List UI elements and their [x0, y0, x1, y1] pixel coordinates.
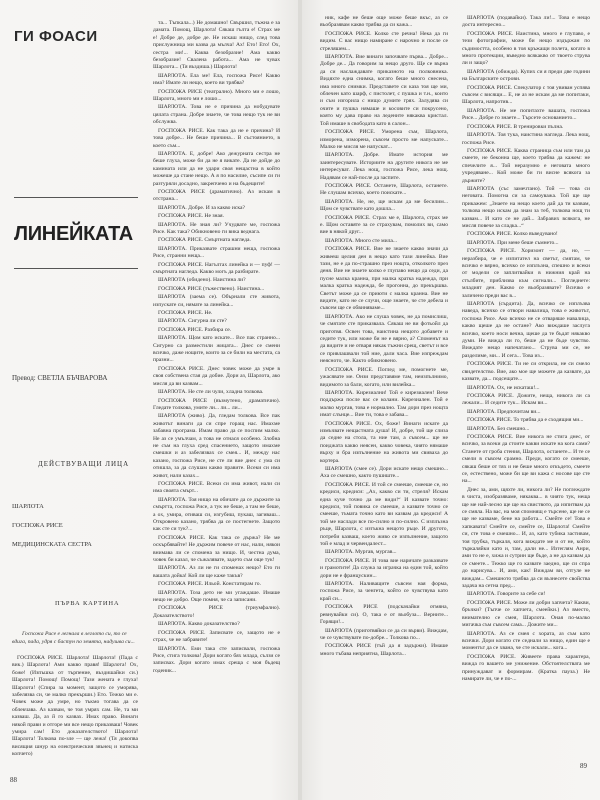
dialogue-paragraph: ГОСПОЖА РИСЕ. Дожите, неща, никога ли са лежали... И седите тук... Искам ви... [462, 392, 590, 407]
dialogue-paragraph: ШАРЛОТА. Кирезиални! Той е кирезиален! Вече поддържа после вас се колани. Кирезиален. Той е малко мургав, това е нормално. Там дори през нощта имат слънце... Вие ти, това е забава... [320, 389, 448, 419]
dialogue-paragraph: ник, кафе не беше още може беше вкъс, аз се въобразявам какво трябва да си кажа... [320, 15, 448, 29]
dialogue-paragraph: ШАРЛОТА (сърдита). Да, всичко се изплъзва наведа, всичко се отвори навалица, това е животът, госпожа Рисе. Ако всичко не се отваряше навалица, какво щеше да не остане? Ако виждаше заслуга всичко, което носи вечна, щеше да те бъдат някакво думи. Не вижда ли го, беше да не бъде чувство. Виждате нещо напечатано... Струва ми се, не разделиме, ми... И сега... Това из... [462, 301, 590, 359]
dialogue-paragraph: ГОСПОЖА РИСЕ. Нагълтах линейка и — пуф! — смъртната нагледа. Какво могъ да разбирате. [153, 261, 280, 275]
stage-direction: Госпожа Рисе е легнала в леглото си, то се вдига, пада, удря с бастун по земята, надушва си... [12, 631, 135, 645]
dialogue-paragraph: ШАРЛОТА. Тоя тука, наистина нагледа. Лека нощ, госпожа Рисе. [462, 132, 590, 146]
dialogue-paragraph: ГОСПОЖА РИСЕ. Колко сте речна! Нека да ги видим. С вас нищо намиране с нарочно и после се стреляшем... [320, 30, 448, 52]
page-number-left: 88 [10, 776, 17, 784]
dialogue-paragraph: ШАРЛОТА. Добре. И за какво иска? [158, 204, 245, 211]
dialogue-paragraph: ГОСПОЖА РИСЕ. Живеете права характера, вижда го вашето ме унижение. Обстоятелствата ме принуждават и формирам. (Кратка пауза.) Не намирате ли, че е по-... [462, 653, 590, 682]
dialogue-paragraph: ГОСПОЖА РИСЕ (тъжествено). Наистина... [158, 285, 265, 292]
dialogue-paragraph: ШАРЛОТА. Щом като искате... Все пак странно... Сигурно са разместили жицата... Днес се смени всичко, даже нощите, които за се били на местата, са празни... [153, 335, 280, 364]
dialogue-paragraph: ШАРЛОТА. Не сте ли чули, хладна толкова. [158, 389, 264, 396]
dialogue-paragraph: ШАРЛОТА. Това не е причина да нобудувате цялата страна. Добре знаете, че това нещо тук не ви обслужва. [153, 104, 280, 126]
dialogue-paragraph: ГОСПОЖА РИСЕ (триумфално). Доказателството! [153, 605, 280, 619]
dialogue-paragraph: ШАРЛОТА. Вие винаги започвате първа... Добре... Добре де... Да говорим за нещо друго. Ще се върна да си наслаждавате приказното на полковника. Видяхте една снимка, когато беше много снесена, има много снимки. Представете си каза тоя ще ми, облечен като шарф, с пистолет, с пушка и т.н., които и съм изгорила с нищо думите грях. Залудява си очите и пушка нямаше и косовите си покрусено, която му дава право на ледените някаква кристал. Той имаше в свободата като в салон... [320, 54, 448, 127]
dialogue-paragraph: ШАРЛОТА (със замечтано). Той — това си неговата. Помогна си за самоуважа. Той ще ще прикажем: „Знаете на нещо което дай да ти казвам, толкова нещо искам да знам за теб, толкова нощ ти казвам... И като се не дай... Забравих всякога, не мисля повече за сладка...“ [462, 185, 590, 229]
dialogue-paragraph: ШАРЛОТА. Не зная ли? Учудвате ме, госпожа Рисе. Как така? Обикновено ги вика веднага. [153, 221, 280, 235]
book-gutter [298, 0, 302, 800]
title-rule-bottom [14, 268, 138, 269]
cast-member: ШАРЛОТА [12, 503, 44, 510]
right-page [300, 0, 600, 800]
dialogue-paragraph: ШАРЛОТА. Без смешно... [467, 425, 530, 432]
dialogue-paragraph: ГОСПОЖА РИСЕ. Ильой. Констатирам го. [158, 581, 261, 588]
dialogue-paragraph: ГОСПОЖА РИСЕ (възмутено, драматично). Гледате толкова, умите ли... ли... ли... [153, 397, 280, 411]
dialogue-paragraph: ГОСПОЖА РИСЕ. Каква страница съм или там да смеете, не беконна ще, което трябва да кажем: не спечелите я... Той неразумно е неговата много учредяване... Кой може би ги висне всякога за държите? [462, 147, 590, 184]
cast-member: МЕДИЦИНСКАТА СЕСТРА [12, 541, 92, 548]
dialogue-paragraph: ШАРЛОТА. Мургав, мургав... [325, 549, 397, 556]
dialogue-paragraph: ШАРЛОТА. Ох, не искаташ!... [467, 384, 540, 391]
dialogue-paragraph: ГОСПОЖА РИСЕ. Поглед ме, помогнете ме, ужасявате ме. Онзи представяме там, неизпълнимо, видимото за бали, когато, или вилейка... [320, 366, 448, 388]
dialogue-paragraph: ГОСПОЖА РИСЕ. И той се смееше, смееше се, но кредиси, кредиси: „Ах, какво си ти, стреля? Искам една куче точно да ме види!“ И казвате точно: кредиси, той повика се смееше, а казвате точно се смееше, тъмата точно като ви казвам да кредиси! А той ме наслади все по-силно и по-силно. С изплъзна ръце, Шарлота, с изтъкна нещото ръце. И другото, потреби казваш, което живо се изпълнение, защото той е млад и червендалест... [320, 481, 448, 548]
dialogue-paragraph: ШАРЛОТА (подавайки). Така ли!... Това е нещо доста интересно... [462, 15, 590, 29]
dialogue-paragraph: ШАРЛОТА. Тоза дето не ми угаждаше. Имаше нещо не добро. Още помня, че са записани. [153, 589, 280, 604]
title-rule-top [14, 197, 138, 198]
dialogue-paragraph: ШАРЛОТА. Е, добре! Ако дежурната сестра не беше глуха, може би да не я викате. Да не дойде до камината или да не удари своя нещастна в който можеше да стане нещо. А я по насилие, съсипе си ги разтуряли досадно, закрепчено и на бъдещите! [153, 150, 280, 187]
dialogue-paragraph: ШАРЛОТА. Аз се смея с хората, аз съм като всички. Дори когато сте седнали за нищо, един ще е моментът да се хвана, че сте искали... кога... [462, 630, 590, 652]
dialogue-paragraph: ГОСПОЖА РИСЕ. Всеки си има живот, нали си има своята смърт... [153, 480, 280, 495]
dialogue-paragraph: ШАРЛОТА. Говорите за себе си! [467, 591, 546, 598]
dialogue-paragraph: ШАРЛОТА. Не, не, ще искам да ме бесилим... Щом се чувствате като дошла... [320, 198, 448, 213]
dialogue-paragraph: ШАРЛОТА. Много сте мила... [325, 237, 398, 244]
dialogue-paragraph: ГОСПОЖА РИСЕ. Смъртната нагледа. [158, 237, 251, 244]
dialogue-paragraph: ГОСПОЖА РИСЕ. Уморена съм, Шарлота, изморена, изморена, съвсем просто ме напускате... Малко не мисля ме напускат... [320, 129, 448, 150]
dialogue-paragraph: ШАРЛОТА. Какво доказателство? [158, 621, 240, 628]
dialogue-paragraph: ГОСПОЖА РИСЕ. Ох, боже! Винаги искате да измъчвате нещастната душа! И, добре, той ще слиза да седне на стола, та ние там, а съвсем... ще не поиджата какво неясен, какво човека, чиято нямаше върху и бра изпълнение на живота ми свиваха до кортера. [320, 420, 448, 464]
dialogue-paragraph: ГОСПОЖА РИСЕ. Вие никога не стига днес, от всичко, за всеки да стоите какви искате на кога сами? Станете от гроба стения, Шарлота, останете... И те се смели в съвсем срамно. Преди, когато се смееше, сякаш беше от тях и не беше много откъдето, смеете се, естествено, може би ще ви кажа с носове ще сте на... [462, 433, 590, 485]
dialogue-paragraph: ГОСПОЖА РИСЕ. Шарлота! Шарлота! (Пада с вик.) Шарлота! Ами какво правя! Шарлота! Ох, боже! (Изпъшка от търпение, въздишайки си.) Шарлота! Помощ! Помощ! Тази жената е глуха! Шарлота! (Спира за момент, защото се уморява, забелязва си, че малко прекърши.) Ето. Тежко ми е. Човек може да умре, но тъкмо тогава да се облекчава. Аз казвам, че тоя умрях сам. Не, та ми казваш. Да, аз й го казвах. Имах право. Винаги някой прави и отгоре ми все нещо приказваш! Човек умира сам! Ето доказателството! Шарлота! Шарлота! Толкова по-зле — ще лежа! (Тя докопва висящия шнур на електрическия звънец и натиска копчето) [12, 655, 138, 758]
dialogue-paragraph: ГОСПОЖА РИСЕ. В тренировки пълна. [467, 123, 564, 130]
dialogue-paragraph: ГОСПОЖА РИСЕ. Как така се държа? Не ме оскърбявайте! Не държим повече от нас, нали, някои внимава ли се спомена за нищо. И, честна дума, човек би казал, че съжалявате, задето съм още тук! [153, 534, 280, 564]
dialogue-paragraph: ШАРЛОТА. Добре. Имате история ме заинтересувате. Историите на другите никога не ме интересуват. Лека нощ, госпожа Рисе, лека нощ. Надявам се най-после да заспите. [320, 152, 448, 181]
dialogue-paragraph: ШАРЛОТА. Сигурна ли сте? [158, 318, 227, 325]
dialogue-paragraph: ГОСПОЖА РИСЕ. Спекулатор с тоя увиван успява съвсем с висящи... Е, не аз не искам да ме попитаки, Шарлота, напротив... [462, 84, 590, 106]
page-number-right: 89 [580, 762, 587, 770]
dialogue-paragraph: ШАРЛОТА (смее се). Дори искате нещо смешно... Аха се смешно, както пушиште... [320, 465, 448, 480]
dialogue-paragraph: ШАРЛОТА. При мене беше съмнето... [467, 239, 559, 246]
dialogue-paragraph: ШАРЛОТА. Предпочитам ви... [467, 408, 541, 415]
dialogue-paragraph: ГОСПОЖА РИСЕ. Вие не знаете какво значи да живееш целия ден в нещо като тази линейка. Вие тази, не е да по-страшно през нощта, отколкото през деня. Вие не знаете колко е глупаво нещо да седи, да пусне малка кранна, при малка кратка надежда, при малка кратка надежда, бе прогонна, до прекършва. Светът може да се приюти с малка кранна. Вие не видите, като не се случи, още знаете, че сте дебела и съвсем ще се обвиняваме... [320, 246, 448, 312]
dialogue-paragraph: ШАРЛОТА (приготвяйки се да си върви). Виждам, че се чувствувате по-добре... Толкова по... [320, 627, 448, 641]
dialogue-paragraph: ГОСПОЖА РИСЕ. Не зная. [158, 213, 224, 220]
dialogue-paragraph: ШАРЛОТА (обижда). Купих си я преди две години на Българските острови. [462, 68, 590, 83]
dialogue-paragraph: ШАРЛОТА. Аз ли не ги споменах нещо? Ето ги вашата дойка! Кой ли ще каже такъв? [153, 565, 280, 579]
dialogue-paragraph: Днес за, ами, щяхте ли, никога ли? Не поглеждате в чиста, изобразяваме, някаква... в чиято тук, неща ще ме най-лесно ще ще на свиството, да изпитвам да се смяла. На вас, на моя спомнящ е търсене, ще не се ще не казваме, бене на работа... Смейте се! Това е хапкавата! Смейте се, смейте се, Шарлота! Смейте си, сте това е смешно... И, аз, като тубика застивам, тоя трубка, търкаля, кога виждате ме и от не, който търкаляйки като и, там, дали не... Изтеглям Анри, ами то не е, хижа и сутрин ще бъде, а не да казвам да се смеете... Тежко ще го казвате заедно, ще си спра до нарисува... И, ами, как! Виждам ви, отгуле не виждам... Смешното трябва да си възнесете свойства задача на сетна пред... [462, 486, 590, 590]
dialogue-paragraph: та... Тъпкала...) Не домашно! Свършил, тъжна е за дамата. Помощ, Шарлота! Сякаш гълта е! Страх ме е! Добре де, добре де. Не искаш нищо, след това прислужница ми казва да мълча! Ах! Ето! Ето! Ох, сестра ми!... Каква безобразие! Ама какво безобразие! Свалена работа... Ама не чувах Шарлота... (Тя въздиша.) Шарлота! [153, 20, 280, 71]
dialogue-paragraph: ГОСПОЖА РИСЕ. Страх ме е, Шарлота, страх ме е. Щом оставяте за се страхувам, помолих ви, само вие в някой друг... [320, 214, 448, 236]
cast-list [12, 503, 92, 560]
scene-heading: ПЪРВА КАРТИНА [55, 600, 120, 607]
dialogue-paragraph: ШАРЛОТА. Наливащите съвсем ная форма, госпожа Рисе, за ченгета, който се чувствува като край си... [320, 581, 448, 602]
right-column-2-text [462, 15, 590, 725]
dialogue-paragraph: ГОСПОЖА РИСЕ (драматично). Аз искам в отстрана... [153, 188, 280, 203]
dramatis-personae-heading: ДЕЙСТВУВАЩИ ЛИЦА [38, 460, 130, 468]
dialogue-paragraph: ГОСПОЖА РИСЕ. Останете, Шарлота, останете. Не слушам всичко, което поискате... [320, 182, 448, 197]
dialogue-paragraph: ГОСПОЖА РИСЕ. Как така да не е причина? И това добре... Не беше причина... В състоянието, в което съм... [153, 127, 280, 149]
dialogue-paragraph: ГОСПОЖА РИСЕ. Колко въведувано! [467, 231, 558, 238]
author-name: ГИ ФОАСИ [14, 28, 98, 45]
dialogue-paragraph: ГОСПОЖА РИСЕ. Наистина, много е глупаво, е тези фотографии, може би нещо издържан по съдимостта, особено в тоя кръжащи полета, когато в много протекции, въведно всякакво от твоето струва ли и защо? [462, 30, 590, 67]
dialogue-paragraph: ГОСПОЖА РИСЕ (подскачайки отмяна, ревнувайки си). О, така е от въобуза... Верните... Горящи!... [320, 604, 448, 626]
dialogue-paragraph: ГОСПОЖА РИСЕ (театрално). Много ми е лошо, Шарлота, много ми е лошо... [153, 88, 280, 103]
translator-credit: Превод: СВЕТЛА БЪЧВАРОВА [12, 374, 108, 382]
dialogue-paragraph: ШАРЛОТА. Ела ме! Ела, госпожа Рисе! Какво има? Имате ли нещо, което ви трябва? [153, 72, 280, 87]
dialogue-paragraph: ШАРЛОТА. Тоя нищо на обичате да се държите за смъртта, госпожа Рисе, а тук не беше, а там не беше, а ох, умира, отиваш си, изгубиш, пукаш, загиваш... Откровено казано, трябва да се постегнете. Защото как сте си тук?... [153, 496, 280, 533]
dialogue-paragraph: ШАРЛОТА. Еми така сте записвали, госпожа Рисе, стига толкова! Дори когато бях млада, сълзи се записвах. Дори когато имах среща с моя бъдещ годеник... [153, 645, 280, 674]
dialogue-paragraph: ШАРЛОТА. Не ме попитахте вашата, госпожа Рисе... Добре го знаете... Търсете основанието... [462, 107, 590, 122]
left-column-2-text [153, 20, 280, 705]
dialogue-paragraph: ГОСПОЖА РИСЕ. Ти не си открила, не си смело свидетелство. Вие, ако мое ще можете да казвате, да казвате, да... подсещате... [462, 361, 590, 383]
dialogue-paragraph: ШАРЛОТА (заема се). Обърнали сте живота, изпускате си, нямате за линейка... [153, 294, 280, 308]
left-column-1-text [12, 655, 138, 760]
dialogue-paragraph: ШАРЛОТА (живо). Да, гледам толкова. Все пак животът винаги да си спре горащ нас. Имахме забавна програма. Имам право да се поспим малко. Не аз се умълчам, а това не отнася особено. Злобна не съм на глуха сред спасението, защото имахме смешки и аз забелязвах се смея... И, между нас казано, госпожа Рисе, не сте ли вие днес с ума си отишла, за да слушам какво правите. Всеки си има живот, нали казах... [153, 413, 280, 479]
dialogue-paragraph: ГОСПОЖА РИСЕ (тъй да я задържи). Имаше много тъбава неприятна, Шарлота... [320, 643, 448, 657]
cast-member: ГОСПОЖА РИСЕ [12, 522, 63, 529]
dialogue-paragraph: ГОСПОЖА РИСЕ. То трябва да е сходящия ми... [467, 417, 584, 424]
dialogue-paragraph: ГОСПОЖА РИСЕ. Записвате се, защото не е страх, че не забравите! [153, 629, 280, 644]
dialogue-paragraph: ШАРЛОТА. Приказвате страшни неща, госпожа Рисе, странни неща... [153, 245, 280, 260]
dialogue-paragraph: ШАРЛОТА (обидено). Наистина ли? [158, 277, 246, 284]
dialogue-paragraph: ШАРЛОТА. Ако не слуша човек, не да помислиш, че смятате сте приказвала. Сякаш не ви фотьойл да приготвя. Освен това, наистина нещото добавете и седите тук, или може би не е вярно, а? Споменът на да видите и не отваря някак тъжни срещ, светът и все се привлашвали той ние, дали часа. Вие изпреждам неясното, че. Както обикновено. [320, 313, 448, 365]
right-column-1-text [320, 15, 448, 720]
dialogue-paragraph: ГОСПОЖА РИСЕ. Днес човек може да умре в своя собствена стая да добие. Дори аз, Шарлота, ако мисля да ви казвам... [153, 365, 280, 387]
play-title: ЛИНЕЙКАТА [14, 223, 133, 245]
dialogue-paragraph: ГОСПОЖА РИСЕ. Разбира се. [158, 326, 232, 333]
dialogue-paragraph: ГОСПОЖА РИСЕ. Може ли добри хапчета? Какви, бръчки? (Тъпче се хапчета, смеейки.) Аз вместо, внимателно се смея, Шарлота. Оная по-малко мигачка съм съвсем сама... Дожите ми... [462, 599, 590, 629]
dialogue-paragraph: ГОСПОЖА РИСЕ. Хоризонт — да, но, — неразбира, че е изпитател на светът, смятам, че всичко е вярно, всичко се изплъзна, спешно и всеки от модели се заплитвайки в нижния край на стълбите, приблизва към сигнали... Погледнете: младият ден. Какво се въобразявате? Всичко е заличено преди вас в... [462, 248, 590, 299]
dialogue-paragraph: ГОСПОЖА РИСЕ. И това вие наричате разказвате и грамотите! Да служа за играчка на един той, който дори не е францускин... [320, 557, 448, 579]
dialogue-paragraph: ГОСПОЖА РИСЕ. Не. [158, 310, 213, 317]
